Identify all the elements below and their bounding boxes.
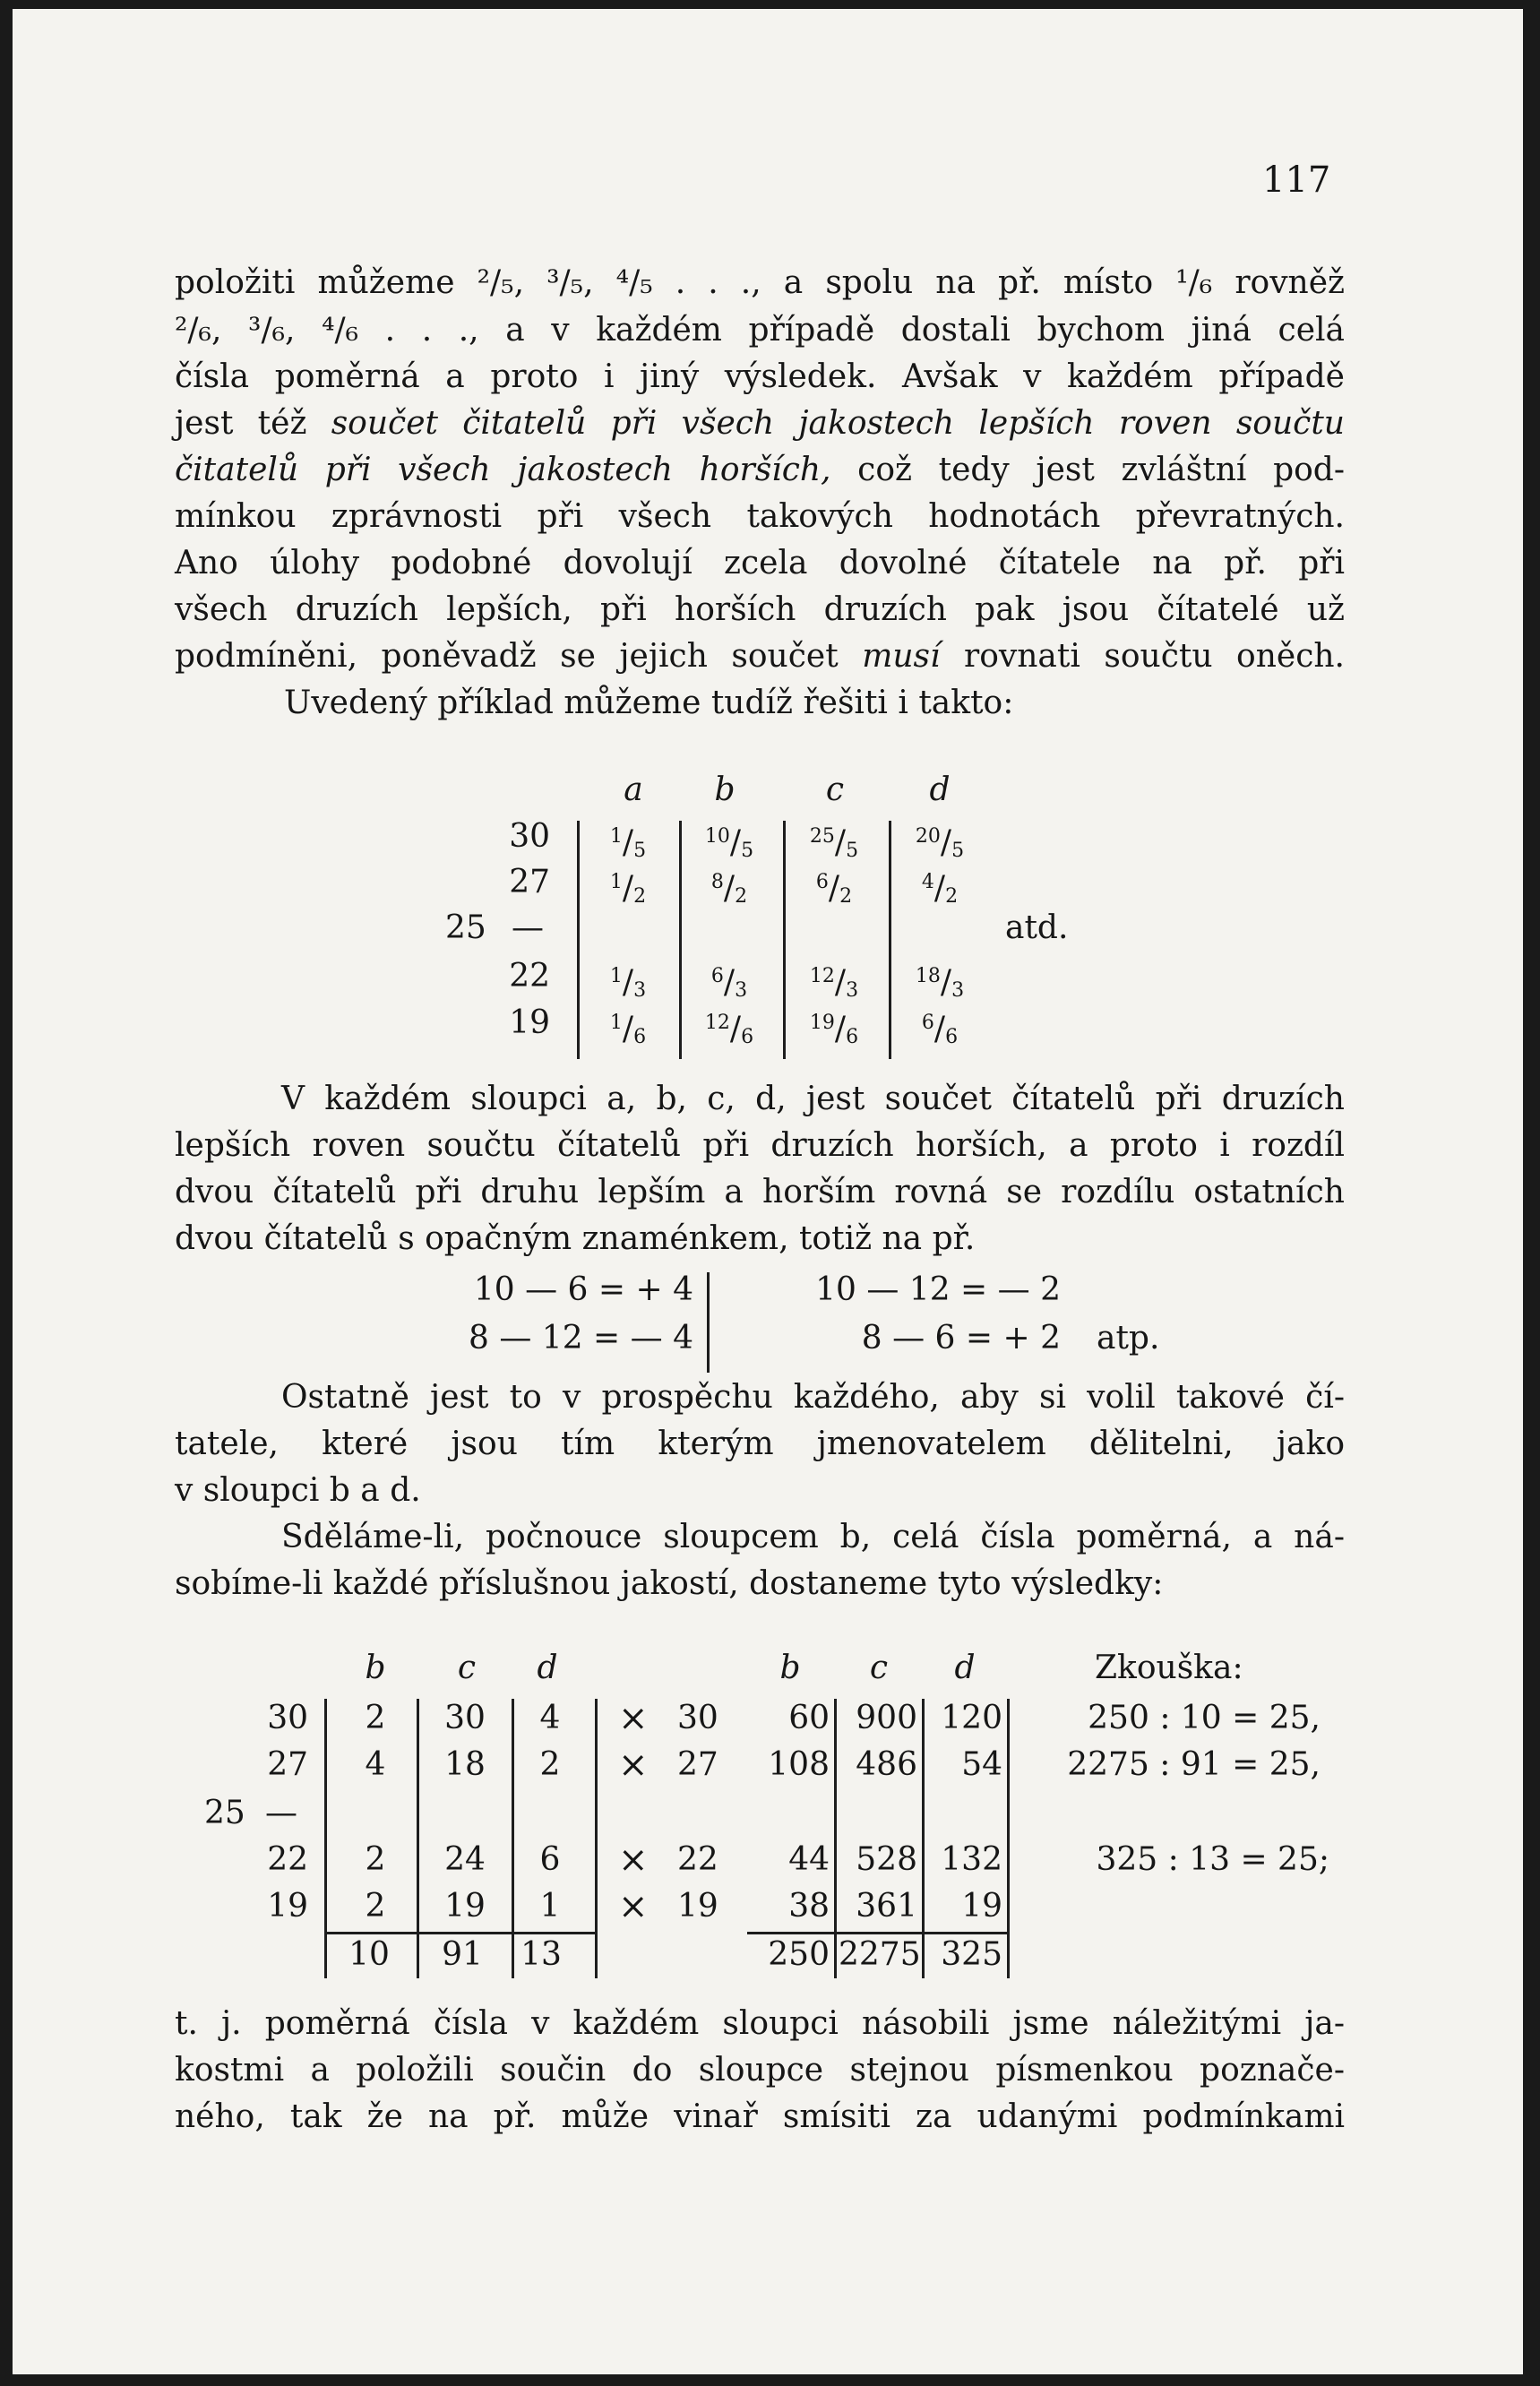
text-line: ²/₆, ³/₆, ⁴/₆ . . ., a v každém případě dostali bychom jiná celá	[175, 312, 1345, 349]
text-line: čísla poměrná a proto i jiný výsledek. Avšak v každém případě	[175, 358, 1345, 395]
check-header: Zkouška:	[1095, 1650, 1243, 1686]
multiplier: 30	[677, 1700, 718, 1736]
text-line: všech druzích lepších, při horších druzích pak jsou čítatelé už	[175, 591, 1345, 628]
etc-label: atd.	[1005, 909, 1069, 946]
text-line: Sděláme-li, počnouce sloupcem b, celá čísla poměrná, a ná-	[281, 1519, 1345, 1555]
sum-cell: 91	[442, 1936, 483, 1973]
sum-cell: 13	[521, 1936, 562, 1973]
fraction: $^{18}$/3	[915, 964, 965, 1002]
equation: 10 — 12 = — 2	[815, 1271, 1061, 1308]
cell: 4	[539, 1700, 561, 1736]
column-rule	[417, 1699, 419, 1978]
fraction: $^{25}$/5	[809, 824, 859, 862]
fraction: $^1$/2	[609, 870, 647, 908]
times-sign: ×	[618, 1839, 649, 1881]
italic-run: musí	[862, 638, 941, 675]
cell: 2	[539, 1746, 561, 1783]
cell: 18	[444, 1746, 486, 1783]
text-line	[175, 450, 1345, 491]
quality-value: 19	[267, 1888, 308, 1925]
fraction: $^8$/2	[710, 870, 748, 908]
sum-cell: 10	[348, 1936, 390, 1973]
fraction: $^{12}$/6	[704, 1011, 754, 1048]
equation-divider	[707, 1272, 710, 1373]
sum-cell: 2275	[839, 1936, 921, 1973]
text-line: kostmi a položili součin do sloupce stejnou písmenkou poznače-	[175, 2052, 1345, 2089]
mean-dash: —	[265, 1795, 297, 1831]
text-line: V každém sloupci a, b, c, d, jest součet čítatelů při druzích	[281, 1081, 1345, 1117]
cell: 2	[365, 1888, 386, 1925]
cell: 1	[539, 1888, 561, 1925]
column-header-d: d	[954, 1650, 976, 1686]
times-sign: ×	[618, 1698, 649, 1739]
cell: 120	[941, 1700, 1002, 1736]
fraction: $^{20}$/5	[915, 824, 965, 862]
fraction: $^1$/5	[609, 824, 647, 862]
quality-value: 30	[267, 1700, 308, 1736]
check-equation: 325 : 13 = 25;	[1096, 1841, 1329, 1878]
text-run: jest též	[175, 405, 331, 442]
text-run: což tedy jest zvláštní pod-	[830, 452, 1345, 488]
column-header-a: a	[624, 771, 643, 808]
etc-label: atp.	[1097, 1320, 1160, 1357]
cell: 60	[788, 1700, 830, 1736]
text-run: podmíněni, poněvadž se jejich součet	[175, 638, 863, 675]
cell: 2	[365, 1841, 386, 1878]
sum-rule	[324, 1932, 595, 1934]
column-rule	[577, 821, 580, 1059]
text-line: ného, tak že na př. může vinař smísiti za udanými podmínkami	[175, 2098, 1345, 2135]
cell: 19	[961, 1888, 1002, 1925]
column-header-b: b	[365, 1650, 386, 1686]
column-header-c: c	[457, 1650, 477, 1686]
text-line: Uvedený příklad můžeme tudíž řešiti i takto:	[284, 685, 1014, 721]
fraction: $^1$/3	[609, 964, 647, 1002]
text-line: sobíme-li každé příslušnou jakostí, dostaneme tyto výsledky:	[175, 1565, 1164, 1602]
column-rule	[889, 821, 891, 1059]
text-line: dvou čítatelů při druhu lepším a horším rovná se rozdílu ostatních	[175, 1174, 1345, 1210]
text-line: Ostatně jest to v prospěchu každého, aby si volil takové čí-	[281, 1379, 1345, 1416]
text-line: t. j. poměrná čísla v každém sloupci násobili jsme náležitými ja-	[175, 2005, 1345, 2042]
fraction: $^4$/2	[921, 870, 959, 908]
column-rule	[324, 1699, 327, 1978]
cell: 2	[365, 1700, 386, 1736]
check-equation: 2275 : 91 = 25,	[1067, 1746, 1321, 1783]
column-rule	[512, 1699, 514, 1978]
check-equation: 250 : 10 = 25,	[1088, 1700, 1321, 1736]
column-rule	[595, 1699, 598, 1978]
italic-run: součet čitatelů při všech jakostech lepších roven součtu	[331, 405, 1345, 442]
column-header-d: d	[929, 771, 951, 808]
quality-value: 22	[267, 1841, 308, 1878]
multiplier: 22	[677, 1841, 718, 1878]
text-line: tatele, které jsou tím kterým jmenovatelem dělitelni, jako	[175, 1426, 1345, 1462]
fraction: $^{12}$/3	[809, 964, 859, 1002]
column-rule	[1007, 1699, 1010, 1978]
times-sign: ×	[618, 1744, 649, 1786]
cell: 528	[856, 1841, 917, 1878]
cell: 486	[856, 1746, 917, 1783]
sum-cell: 325	[941, 1936, 1002, 1973]
book-page	[13, 9, 1523, 2374]
page-number: 117	[1262, 159, 1331, 201]
fraction: $^6$/2	[815, 870, 853, 908]
fraction: $^{19}$/6	[809, 1011, 859, 1048]
times-sign: ×	[618, 1886, 649, 1927]
sum-cell: 250	[768, 1936, 830, 1973]
fraction: $^6$/3	[710, 964, 748, 1002]
text-line: lepších roven součtu čítatelů při druzích horších, a proto i rozdíl	[175, 1127, 1345, 1164]
text-line	[175, 636, 1345, 677]
cell: 132	[941, 1841, 1002, 1878]
multiplier: 19	[677, 1888, 718, 1925]
column-header-b: b	[779, 1650, 801, 1686]
column-header-d: d	[537, 1650, 558, 1686]
cell: 900	[856, 1700, 917, 1736]
equation: 8 — 12 = — 4	[469, 1320, 693, 1357]
mean-value: 25	[204, 1795, 245, 1831]
cell: 24	[444, 1841, 486, 1878]
column-header-c: c	[869, 1650, 889, 1686]
sum-rule	[747, 1932, 1007, 1934]
text-line: mínkou zprávnosti při všech takových hodnotách převratných.	[175, 498, 1345, 535]
column-header-b: b	[714, 771, 736, 808]
text-line: v sloupci b a d.	[175, 1472, 421, 1509]
fraction: $^6$/6	[921, 1011, 959, 1048]
multiplier: 27	[677, 1746, 718, 1783]
mean-dash: —	[512, 909, 544, 946]
text-line: Ano úlohy podobné dovolují zcela dovolné čítatele na př. při	[175, 545, 1345, 581]
text-run: rovnati součtu oněch.	[940, 638, 1345, 675]
fraction: $^{10}$/5	[704, 824, 754, 862]
mean-value: 25	[445, 909, 486, 946]
column-rule	[783, 821, 786, 1059]
column-header-c: c	[825, 771, 845, 808]
quality-value: 22	[509, 958, 550, 995]
quality-value: 27	[509, 864, 550, 900]
text-line: dvou čítatelů s opačným znaménkem, totiž na př.	[175, 1220, 976, 1257]
cell: 108	[768, 1746, 830, 1783]
cell: 4	[365, 1746, 386, 1783]
column-rule	[679, 821, 682, 1059]
column-rule	[834, 1699, 837, 1978]
cell: 361	[856, 1888, 917, 1925]
equation: 8 — 6 = + 2	[861, 1320, 1061, 1357]
quality-value: 27	[267, 1746, 308, 1783]
quality-value: 19	[509, 1004, 550, 1041]
quality-value: 30	[509, 818, 550, 855]
italic-run: čitatelů při všech jakostech horších,	[175, 452, 831, 488]
cell: 54	[961, 1746, 1002, 1783]
equation: 10 — 6 = + 4	[473, 1271, 693, 1308]
cell: 44	[788, 1841, 830, 1878]
cell: 19	[444, 1888, 486, 1925]
cell: 6	[539, 1841, 561, 1878]
text-line	[175, 403, 1345, 444]
cell: 30	[444, 1700, 486, 1736]
cell: 38	[788, 1888, 830, 1925]
text-line: položiti můžeme ²/₅, ³/₅, ⁴/₅ . . ., a spolu na př. místo ¹/₆ rovněž	[175, 264, 1345, 301]
fraction: $^1$/6	[609, 1011, 647, 1048]
